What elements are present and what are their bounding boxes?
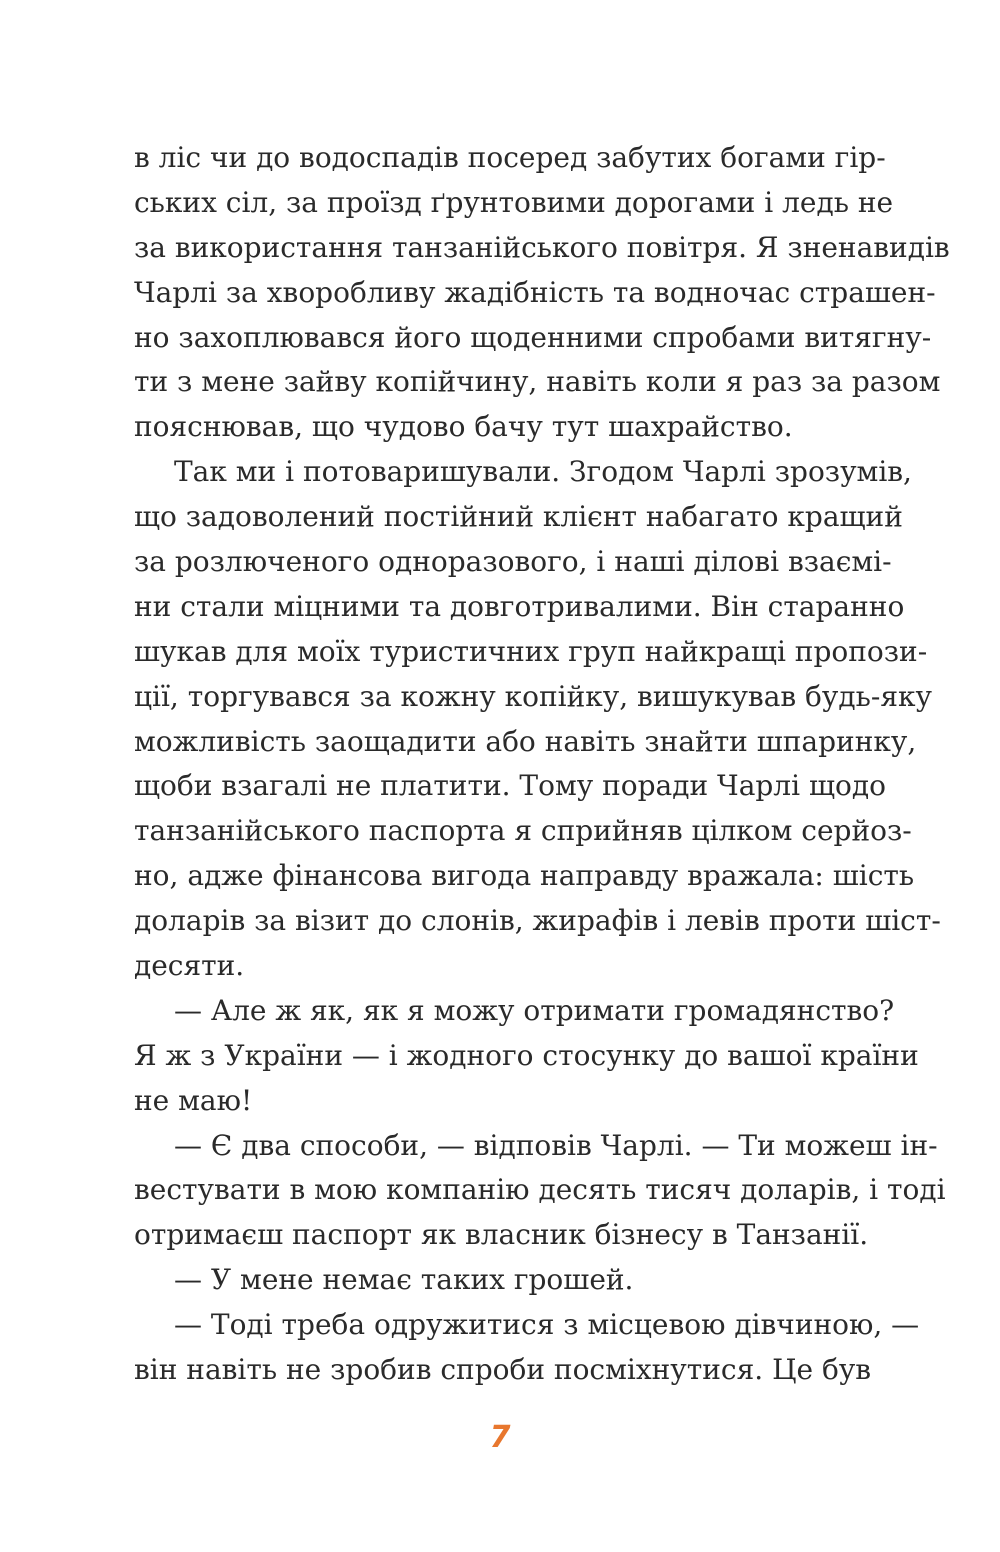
text-line: — Є два способи, — відповів Чарлі. — Ти можеш ін- [174, 1128, 938, 1162]
text-line: ції, торгувався за кожну копійку, вишукував будь-яку [134, 679, 932, 713]
text-line: можливість заощадити або навіть знайти шпаринку, [134, 724, 917, 758]
text-line: отримаєш паспорт як власник бізнесу в Танзанії. [134, 1218, 869, 1252]
text-line: ських сіл, за проїзд ґрунтовими дорогами і ледь не [134, 185, 894, 219]
text-line: вестувати в мою компанію десять тисяч доларів, і тоді [134, 1173, 946, 1207]
text-line: що задоволений постійний клієнт набагато кращий [134, 500, 903, 534]
text-line: щоби взагалі не платити. Тому поради Чарлі щодо [134, 769, 886, 803]
text-line: — Тоді треба одружитися з місцевою дівчиною, — [174, 1308, 920, 1342]
text-line: ти з мене зайву копійчину, навіть коли я раз за разом [134, 365, 941, 399]
text-line: но, адже фінансова вигода направду вражала: шість [134, 859, 915, 893]
text-line: в ліс чи до водоспадів посеред забутих богами гір- [134, 141, 886, 174]
text-line: танзанійського паспорта я сприйняв цілком серйоз- [134, 814, 912, 848]
text-line: не маю! [134, 1083, 253, 1117]
text-line: Чарлі за хворобливу жадібність та водночас страшен- [134, 275, 936, 309]
text-line: десяти. [134, 949, 245, 983]
body-text [134, 136, 950, 1393]
text-line: він навіть не зробив спроби посміхнутися. Це був [134, 1353, 872, 1387]
text-line: за розлюченого одноразового, і наші ділові взаємі- [134, 545, 892, 579]
text-line: доларів за візит до слонів, жирафів і левів проти шіст- [134, 904, 941, 938]
text-line: за використання танзанійського повітря. Я зненавидів [134, 230, 950, 264]
text-line: шукав для моїх туристичних груп найкращі пропози- [134, 634, 928, 668]
page-number: 7 [489, 1420, 511, 1455]
text-line: ни стали міцними та довготривалими. Він старанно [134, 589, 905, 623]
text-line: — У мене немає таких грошей. [174, 1263, 634, 1297]
text-line: пояснював, що чудово бачу тут шахрайство. [134, 410, 793, 444]
text-line: Так ми і потоваришували. Згодом Чарлі зрозумів, [174, 455, 912, 489]
text-line: но захоплювався його щоденними спробами витягну- [134, 320, 932, 354]
text-line: Я ж з України — і жодного стосунку до вашої країни [134, 1038, 919, 1072]
text-line: — Але ж як, як я можу отримати громадянство? [174, 993, 895, 1027]
